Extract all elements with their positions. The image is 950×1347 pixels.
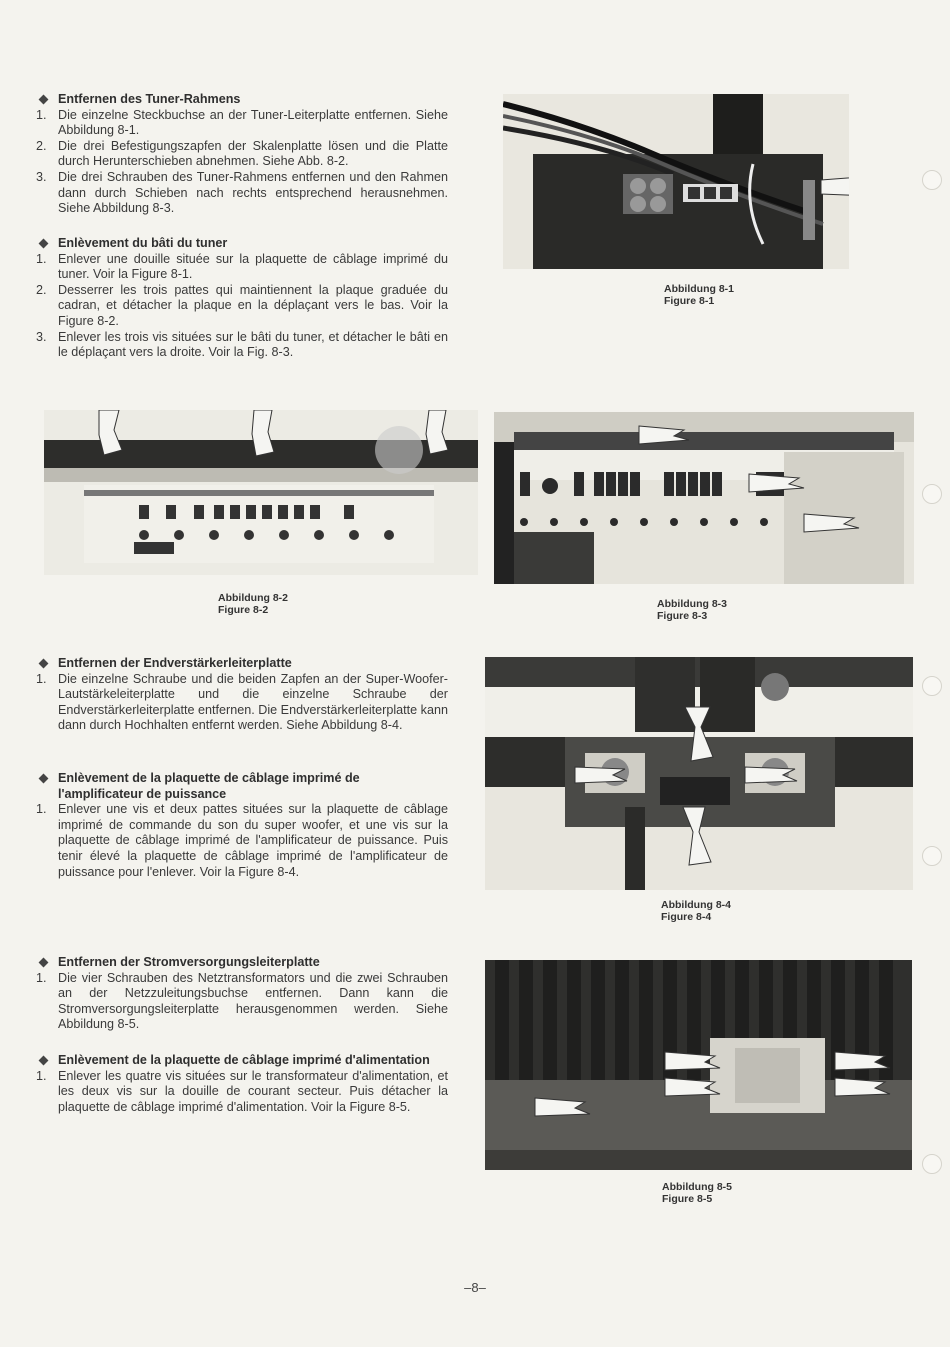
binder-hole [922,484,942,504]
bullet-icon [39,958,49,968]
step-list [36,1069,448,1116]
figure-8-1-caption: Abbildung 8-1 Figure 8-1 [664,283,734,307]
step-item: 1. Enlever les quatre vis situées sur le transformateur d'alimentation, et les deux vis sur la douille de courant secteur. Puis détacher la plaquette de câblage imprimé d'alimentation. Voir la Figure 8-5. [36,1068,448,1114]
step-item: 1. Die einzelne Steckbuchse an der Tuner-Leiterplatte entfernen. Siehe Abbildung 8-1. [36,107,448,138]
section-power-supply-de [36,955,448,1033]
step-item: 3. Die drei Schrauben des Tuner-Rahmens entfernen und den Rahmen dann durch Schieben nach rechts entsprechend herausnehmen. Siehe Abbildung 8-3. [36,169,448,216]
figure-8-4-photo [485,657,913,890]
section-power-amp-de [36,656,448,734]
section-tuner-frame-de [36,92,448,217]
section-tuner-frame-fr [36,236,448,361]
figure-8-1-photo [503,94,849,269]
bullet-icon [39,659,49,669]
bullet-icon [39,95,49,105]
section-heading: Enlèvement de la plaquette de câblage imprimé d'alimentation [36,1053,448,1069]
dial-plate-photo [44,410,478,575]
figure-8-3-photo [494,412,914,584]
step-list [36,252,448,361]
tuner-frame-photo [494,412,914,584]
section-heading: Enlèvement du bâti du tuner [36,236,448,252]
step-list [36,802,448,880]
figure-8-5-caption: Abbildung 8-5 Figure 8-5 [662,1181,732,1205]
section-power-supply-fr [36,1053,448,1115]
section-heading: Enlèvement de la plaquette de câblage imprimé de l'amplificateur de puissance [36,771,448,802]
power-supply-photo [485,960,912,1170]
binder-hole [922,1154,942,1174]
binder-hole [922,676,942,696]
bullet-icon [39,239,49,249]
tuner-board-photo-1 [503,94,849,269]
bullet-icon [39,1056,49,1066]
binder-hole [922,170,942,190]
step-item: 1. Enlever une douille située sur la plaquette de câblage imprimé du tuner. Voir la Figure 8-1. [36,251,448,282]
step-item: 1. Enlever une vis et deux pattes situées sur la plaquette de câblage imprimé de commande du son du super woofer, et une vis sur la plaquette de câblage imprimé de l'amplificateur de puissance. Puis tenir élevé la plaquette de câblage imprimé de l'amplificateur de puissance pour l'enlever. Voir la Figure 8-4. [36,802,448,879]
section-power-amp-fr [36,771,448,880]
step-list [36,672,448,734]
section-heading: Entfernen des Tuner-Rahmens [36,92,448,108]
figure-8-5-photo [485,960,912,1170]
step-list [36,971,448,1033]
step-list [36,108,448,217]
step-item: 2. Desserrer les trois pattes qui maintiennent la plaque graduée du cadran, et détacher la plaque en la déplaçant vers le bas. Voir la Figure 8-2. [36,282,448,328]
page-number: –8– [464,1280,486,1295]
step-item: 2. Die drei Befestigungszapfen der Skalenplatte lösen und die Platte durch Herunterschieben abnehmen. Siehe Abb. 8-2. [36,138,448,169]
figure-8-2-photo [44,410,478,575]
power-amp-board-photo [485,657,913,890]
figure-8-2-caption: Abbildung 8-2 Figure 8-2 [218,592,288,616]
section-heading: Entfernen der Endverstärkerleiterplatte [36,656,448,672]
section-heading: Entfernen der Stromversorgungsleiterplatte [36,955,448,971]
figure-8-4-caption: Abbildung 8-4 Figure 8-4 [661,899,731,923]
step-item: 1. Die einzelne Schraube und die beiden Zapfen an der Super-Woofer-Lautstärkeleiterplatte und die einzelne Schraube der Endverstärkerleiterplatte entfernen. Die Endverstärkerleiterplatte kann dann durch Hochhalten entfernt werden. Siehe Abbildung 8-4. [36,671,448,733]
step-item: 1. Die vier Schrauben des Netztransformators und die zwei Schrauben an der Netzzuleitungsbuchse entfernen. Dann kann die Stromversorgungsleiterplatte herausgenommen werden. Siehe Abbildung 8-5. [36,970,448,1032]
step-item: 3. Enlever les trois vis situées sur le bâti du tuner, et détacher le bâti en le déplaçant vers la droite. Voir la Fig. 8-3. [36,329,448,360]
bullet-icon [39,774,49,784]
binder-hole [922,846,942,866]
figure-8-3-caption: Abbildung 8-3 Figure 8-3 [657,598,727,622]
